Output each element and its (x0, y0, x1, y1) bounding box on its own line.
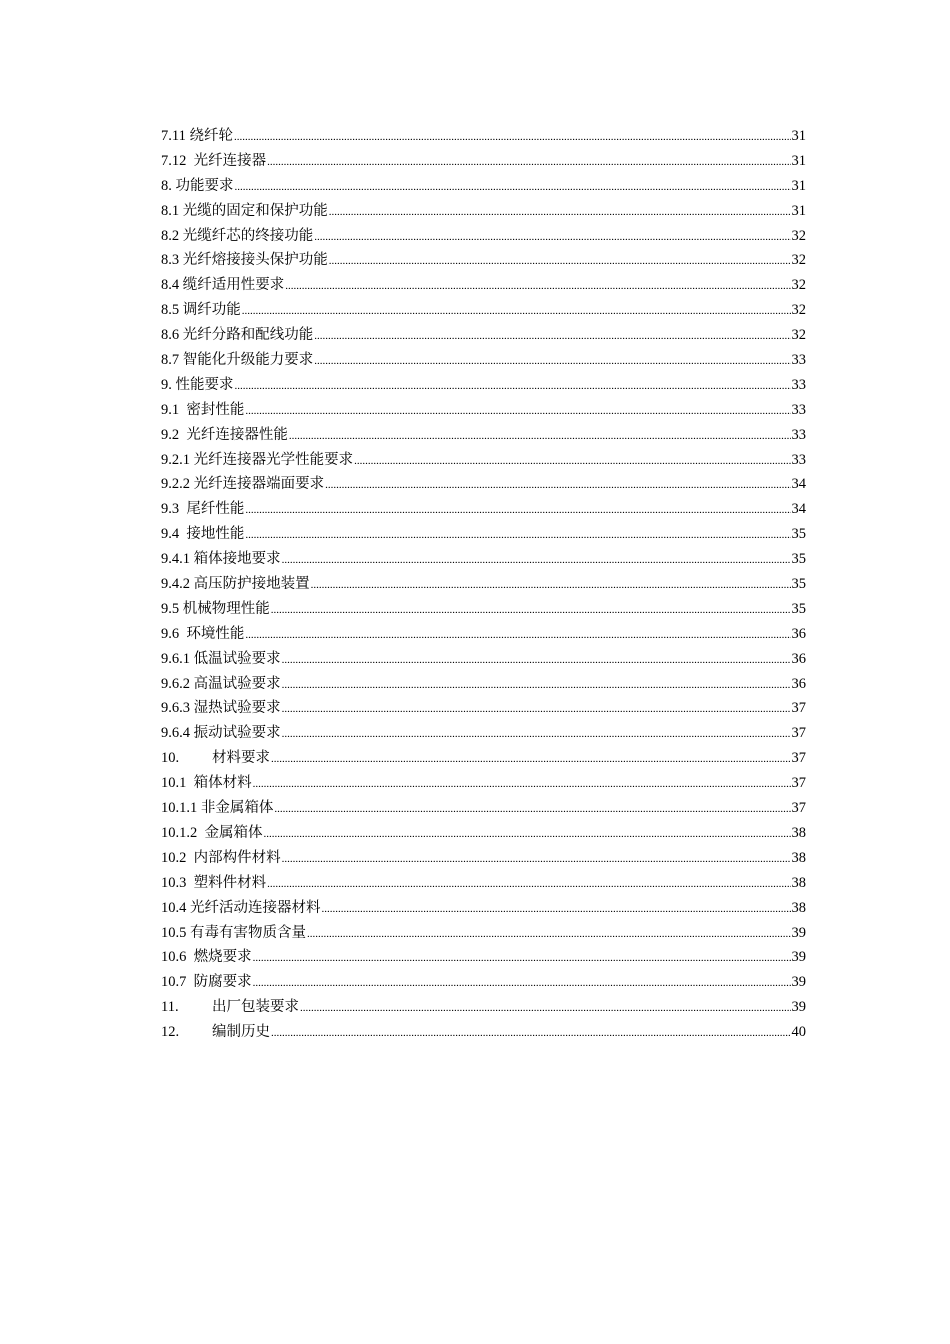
toc-entry-page-number: 32 (791, 252, 806, 269)
toc-entry-title: 缆纤适用性要求 (182, 277, 285, 294)
toc-entry-number: 8.2 (161, 227, 180, 244)
toc-entry[interactable] (161, 547, 806, 572)
toc-entry[interactable] (161, 398, 806, 423)
toc-entry-number: 10.1.1 (161, 800, 198, 817)
toc-entry-separator (179, 622, 186, 647)
toc-entry-title: 箱体材料 (193, 775, 252, 792)
toc-entry[interactable] (161, 696, 806, 721)
toc-entry[interactable] (161, 721, 806, 746)
toc-entry-number: 9.6.2 (161, 675, 190, 692)
toc-entry-page-number: 35 (791, 600, 806, 617)
toc-entry-title: 光纤活动连接器材料 (190, 899, 321, 916)
toc-entry-number: 9.1 (161, 401, 180, 418)
toc-entry-number: 8.4 (161, 277, 180, 294)
toc-entry-page-number: 37 (791, 800, 806, 817)
toc-entry-page-number: 35 (791, 576, 806, 593)
toc-entry-title: 接地性能 (186, 526, 245, 543)
toc-entry-page-number: 34 (791, 501, 806, 518)
toc-dot-leader (245, 622, 790, 648)
toc-entry[interactable] (161, 921, 806, 946)
toc-entry[interactable] (161, 622, 806, 647)
toc-entry-page-number: 35 (791, 526, 806, 543)
toc-entry-separator (179, 398, 186, 423)
toc-entry-page-number: 33 (791, 426, 806, 443)
toc-entry-number: 8.1 (161, 202, 180, 219)
toc-entry-separator (179, 522, 186, 547)
toc-entry[interactable] (161, 348, 806, 373)
toc-entry-number: 10.5 (161, 924, 187, 941)
toc-entry[interactable] (161, 448, 806, 473)
toc-entry-page-number: 36 (791, 625, 806, 642)
toc-entry-number: 12. (161, 1024, 180, 1041)
toc-entry-number: 11. (161, 999, 179, 1016)
toc-entry-number: 9.2.1 (161, 451, 190, 468)
toc-entry-title: 功能要求 (175, 177, 234, 194)
toc-entry-page-number: 39 (791, 924, 806, 941)
toc-entry-number: 10.2 (161, 849, 187, 866)
toc-entry[interactable] (161, 945, 806, 970)
toc-entry-separator (186, 871, 193, 896)
toc-entry-number: 10.1.2 (161, 824, 198, 841)
toc-dot-leader (242, 298, 791, 324)
toc-entry-number: 9.6.4 (161, 725, 190, 742)
toc-entry-page-number: 39 (791, 999, 806, 1016)
toc-entry[interactable] (161, 597, 806, 622)
toc-entry-title: 光纤连接器 (193, 152, 267, 169)
toc-dot-leader (282, 721, 791, 747)
toc-dot-leader (282, 846, 791, 872)
toc-dot-leader (271, 1020, 791, 1046)
toc-entry[interactable] (161, 796, 806, 821)
toc-entry-title: 非金属箱体 (200, 800, 274, 817)
toc-entry-page-number: 31 (791, 202, 806, 219)
toc-entry-number: 8. (161, 177, 172, 194)
toc-entry-title: 内部构件材料 (193, 849, 281, 866)
toc-entry[interactable] (161, 174, 806, 199)
toc-entry-number: 10.3 (161, 874, 187, 891)
toc-dot-leader (329, 199, 791, 225)
toc-entry-page-number: 36 (791, 650, 806, 667)
toc-entry-page-number: 40 (791, 1024, 806, 1041)
toc-entry-separator (179, 497, 186, 522)
toc-dot-leader (245, 522, 790, 548)
toc-entry-title: 有毒有害物质含量 (190, 924, 306, 941)
toc-entry-page-number: 35 (791, 551, 806, 568)
toc-entry-number: 8.7 (161, 352, 180, 369)
toc-entry-page-number: 32 (791, 327, 806, 344)
toc-dot-leader (325, 472, 790, 498)
toc-entry-number: 9.4 (161, 526, 180, 543)
toc-entry-number: 8.3 (161, 252, 180, 269)
toc-entry-page-number: 32 (791, 302, 806, 319)
toc-dot-leader (282, 672, 791, 698)
toc-entry[interactable] (161, 149, 806, 174)
toc-entry[interactable] (161, 199, 806, 224)
toc-entry[interactable] (161, 298, 806, 323)
toc-entry-number: 9. (161, 376, 172, 393)
toc-entry-number: 10.7 (161, 974, 187, 991)
toc-entry-title: 材料要求 (212, 750, 270, 767)
toc-dot-leader (314, 224, 790, 250)
toc-entry-number: 7.11 (161, 128, 186, 144)
toc-entry[interactable] (161, 647, 806, 672)
toc-entry-number: 9.3 (161, 501, 180, 518)
toc-entry-separator (186, 771, 193, 796)
toc-entry[interactable] (161, 373, 806, 398)
toc-entry[interactable] (161, 871, 806, 896)
toc-entry[interactable] (161, 746, 806, 771)
toc-entry[interactable] (161, 821, 806, 846)
toc-entry-title: 智能化升级能力要求 (182, 352, 314, 369)
toc-entry-title: 光纤连接器性能 (186, 426, 288, 443)
toc-dot-leader (235, 373, 791, 399)
toc-dot-leader (322, 896, 791, 922)
toc-dot-leader (253, 970, 791, 996)
toc-entry-title: 防腐要求 (193, 974, 252, 991)
toc-entry-separator (197, 821, 204, 846)
toc-entry-title: 光纤熔接接头保护功能 (182, 252, 328, 269)
toc-dot-leader (314, 348, 790, 374)
toc-dot-leader (245, 398, 790, 424)
toc-entry-page-number: 39 (791, 949, 806, 966)
toc-entry-page-number: 38 (791, 824, 806, 841)
toc-entry-page-number: 38 (791, 899, 806, 916)
toc-entry[interactable] (161, 248, 806, 273)
toc-entry-number: 9.5 (161, 600, 180, 617)
toc-entry[interactable] (161, 572, 806, 597)
toc-entry-page-number: 37 (791, 700, 806, 717)
toc-entry-title: 高温试验要求 (193, 675, 281, 692)
toc-entry-page-number: 34 (791, 476, 806, 493)
toc-entry-page-number: 31 (791, 177, 806, 194)
toc-entry-title: 环境性能 (186, 625, 245, 642)
toc-entry-title: 机械物理性能 (182, 600, 270, 617)
toc-entry-number: 8.6 (161, 327, 180, 344)
toc-entry-title: 燃烧要求 (193, 949, 252, 966)
toc-entry-title: 光纤连接器端面要求 (193, 476, 325, 493)
toc-dot-leader (354, 448, 790, 474)
toc-entry-title: 金属箱体 (204, 824, 263, 841)
toc-entry-title: 振动试验要求 (193, 725, 281, 742)
toc-dot-leader (300, 995, 791, 1021)
toc-entry[interactable] (161, 672, 806, 697)
toc-entry-page-number: 37 (791, 750, 806, 767)
toc-dot-leader (234, 124, 791, 150)
toc-dot-leader (235, 174, 791, 200)
toc-dot-leader (307, 921, 791, 947)
toc-entry-title: 编制历史 (212, 1024, 270, 1041)
toc-entry-title: 低温试验要求 (193, 650, 281, 667)
toc-entry-page-number: 33 (791, 376, 806, 393)
toc-entry[interactable] (161, 472, 806, 497)
toc-entry-title: 光缆纤芯的终接功能 (182, 227, 314, 244)
toc-entry[interactable] (161, 995, 806, 1020)
toc-entry-page-number: 33 (791, 352, 806, 369)
toc-entry-number: 9.2.2 (161, 476, 190, 493)
toc-entry-number: 9.6.1 (161, 650, 190, 667)
toc-entry-page-number: 37 (791, 775, 806, 792)
toc-dot-leader (282, 647, 791, 673)
toc-entry-title: 光纤分路和配线功能 (182, 327, 314, 344)
toc-entry-page-number: 33 (791, 451, 806, 468)
toc-entry-title: 尾纤性能 (186, 501, 245, 518)
toc-entry-title: 出厂包装要求 (212, 999, 299, 1016)
toc-entry-number: 7.12 (161, 152, 187, 169)
toc-entry-number: 9.4.2 (161, 576, 190, 593)
toc-entry-page-number: 38 (791, 874, 806, 891)
toc-dot-leader (267, 871, 790, 897)
toc-entry-separator (179, 423, 186, 448)
toc-dot-leader (311, 572, 791, 598)
toc-entry-page-number: 32 (791, 227, 806, 244)
toc-entry[interactable] (161, 771, 806, 796)
toc-entry-title: 湿热试验要求 (193, 700, 281, 717)
toc-entry-page-number: 31 (791, 152, 806, 169)
toc-dot-leader (271, 597, 791, 623)
toc-entry-page-number: 37 (791, 725, 806, 742)
toc-entry-title: 光缆的固定和保护功能 (182, 202, 328, 219)
toc-entry-number: 10.6 (161, 949, 187, 966)
toc-dot-leader (264, 821, 791, 847)
toc-entry[interactable] (161, 522, 806, 547)
toc-entry[interactable] (161, 846, 806, 871)
toc-dot-leader (289, 423, 791, 449)
toc-entry-number: 9.2 (161, 426, 180, 443)
toc-dot-leader (245, 497, 790, 523)
toc-entry-page-number: 38 (791, 849, 806, 866)
toc-entry-number: 9.4.1 (161, 551, 190, 568)
toc-entry[interactable] (161, 423, 806, 448)
toc-dot-leader (253, 945, 791, 971)
toc-dot-leader (314, 323, 790, 349)
toc-entry-number: 10.4 (161, 899, 187, 916)
toc-entry[interactable] (161, 224, 806, 249)
toc-dot-leader (282, 696, 791, 722)
toc-entry-page-number: 32 (791, 277, 806, 294)
toc-entry-page-number: 36 (791, 675, 806, 692)
toc-dot-leader (253, 771, 791, 797)
toc-entry-title: 调纤功能 (182, 302, 241, 319)
toc-entry-number: 10.1 (161, 775, 187, 792)
toc-entry-separator (186, 846, 193, 871)
toc-dot-leader (267, 149, 790, 175)
toc-entry[interactable] (161, 1020, 806, 1045)
toc-dot-leader (274, 796, 790, 822)
toc-entry[interactable] (161, 273, 806, 298)
toc-entry-separator (186, 970, 193, 995)
toc-entry-title: 密封性能 (186, 401, 245, 418)
toc-entry-number: 10. (161, 750, 180, 767)
toc-dot-leader (282, 547, 791, 573)
toc-entry-title: 塑料件材料 (193, 874, 267, 891)
toc-dot-leader (329, 248, 791, 274)
toc-entry-title: 性能要求 (175, 376, 234, 393)
table-of-contents (161, 124, 806, 1045)
toc-entry-separator (186, 945, 193, 970)
toc-entry-number: 8.5 (161, 302, 180, 319)
toc-entry[interactable] (161, 970, 806, 995)
toc-entry-title: 光纤连接器光学性能要求 (193, 451, 354, 468)
toc-entry[interactable] (161, 497, 806, 522)
toc-entry-title: 绕纤轮 (189, 128, 233, 144)
toc-entry-number: 9.6 (161, 625, 180, 642)
toc-entry[interactable] (161, 323, 806, 348)
toc-entry[interactable] (161, 896, 806, 921)
toc-dot-leader (271, 746, 791, 772)
toc-entry-page-number: 39 (791, 974, 806, 991)
toc-entry-separator (186, 149, 193, 174)
toc-entry-page-number: 31 (791, 128, 806, 144)
toc-entry-page-number: 33 (791, 401, 806, 418)
toc-entry[interactable] (161, 124, 806, 149)
toc-dot-leader (285, 273, 790, 299)
toc-entry-title: 高压防护接地装置 (193, 576, 310, 593)
toc-entry-number: 9.6.3 (161, 700, 190, 717)
toc-entry-title: 箱体接地要求 (193, 551, 281, 568)
